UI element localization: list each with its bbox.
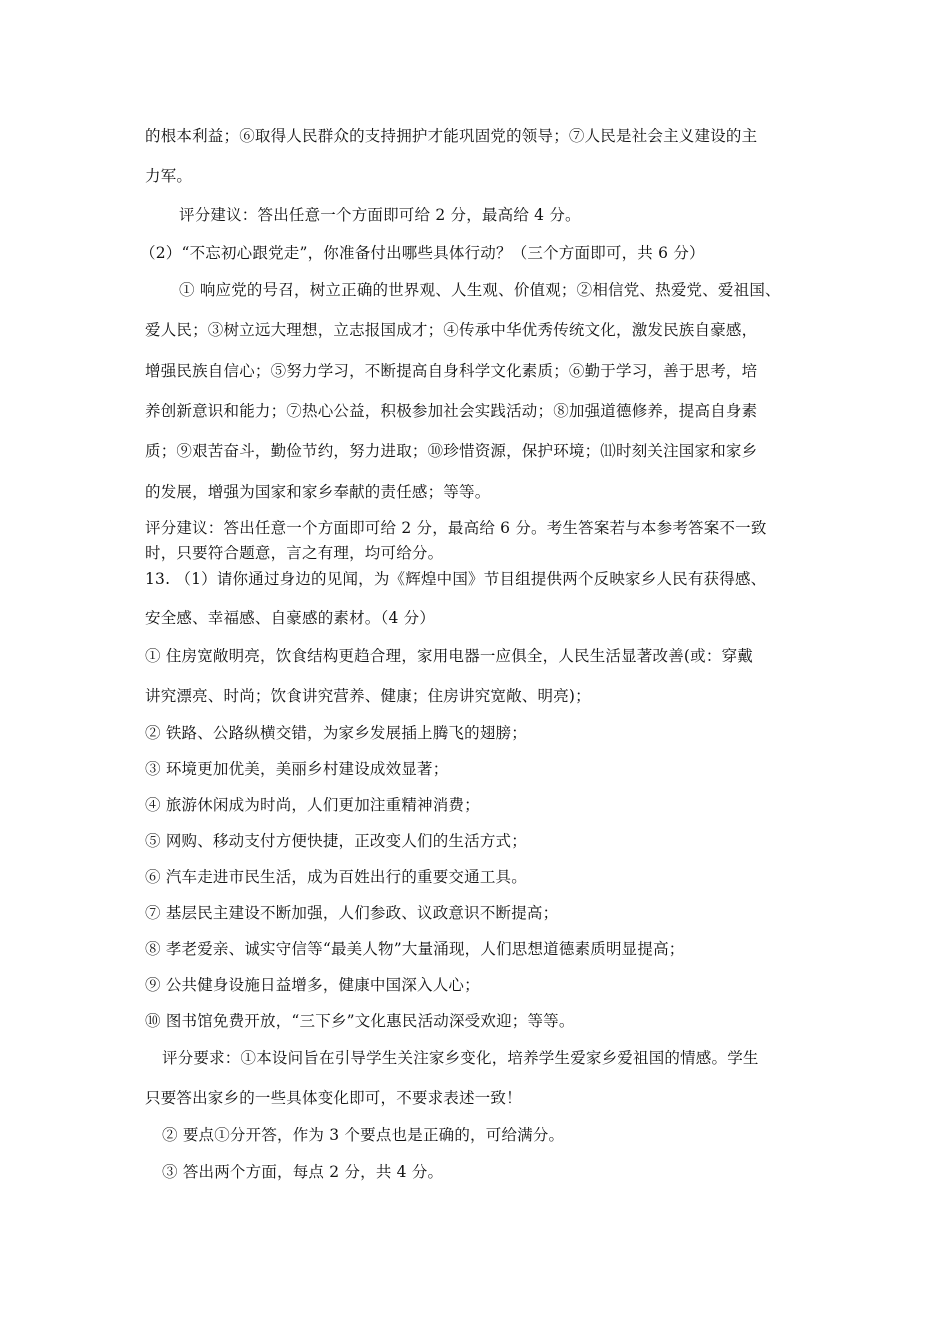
material-item-8: ⑧ 孝老爱亲、诚实守信等“最美人物”大量涌现，人们思想道德素质明显提高； xyxy=(145,940,685,958)
material-item-4: ④ 旅游休闲成为时尚，人们更加注重精神消费； xyxy=(145,796,480,814)
material-item-1: ① 住房宽敞明亮，饮食结构更趋合理，家用电器一应俱全，人民生活显著改善(或：穿戴 xyxy=(145,647,753,665)
answer-line-2: 力军。 xyxy=(145,167,193,185)
scoring-requirement-2: ② 要点①分开答，作为 3 个要点也是正确的，可给满分。 xyxy=(162,1126,565,1144)
answer-2-line-1: ① 响应党的号召，树立正确的世界观、人生观、价值观；②相信党、热爱党、爱祖国、 xyxy=(179,281,781,299)
answer-2-line-3: 增强民族自信心；⑤努力学习，不断提高自身科学文化素质；⑥勤于学习，善于思考，培 xyxy=(145,362,758,380)
answer-line-1: 的根本利益；⑥取得人民群众的支持拥护才能巩固党的领导；⑦人民是社会主义建设的主 xyxy=(145,127,758,145)
answer-2-line-6: 的发展，增强为国家和家乡奉献的责任感；等等。 xyxy=(145,483,491,501)
question-13-heading-cont: 安全感、幸福感、自豪感的素材。（4 分） xyxy=(145,609,436,627)
question-2-heading: （2）“不忘初心跟党走”，你准备付出哪些具体行动？（三个方面即可，共 6 分） xyxy=(140,244,705,262)
scoring-note-2-line-1: 评分建议：答出任意一个方面即可给 2 分，最高给 6 分。考生答案若与本参考答案不一致 xyxy=(145,519,767,537)
material-item-6: ⑥ 汽车走进市民生活，成为百姓出行的重要交通工具。 xyxy=(145,868,527,886)
question-13-heading: 13. （1）请你通过身边的见闻，为《辉煌中国》节目组提供两个反映家乡人民有获得感、 xyxy=(145,570,767,588)
material-item-1-cont: 讲究漂亮、时尚；饮食讲究营养、健康；住房讲究宽敞、明亮)； xyxy=(145,687,591,705)
scoring-note-2-line-2: 时，只要符合题意，言之有理，均可给分。 xyxy=(145,544,444,562)
material-item-7: ⑦ 基层民主建设不断加强，人们参政、议政意识不断提高； xyxy=(145,904,559,922)
scoring-requirement-3: ③ 答出两个方面，每点 2 分，共 4 分。 xyxy=(162,1163,444,1181)
material-item-10: ⑩ 图书馆免费开放，“三下乡”文化惠民活动深受欢迎；等等。 xyxy=(145,1012,575,1030)
scoring-requirement-1: 评分要求：①本设问旨在引导学生关注家乡变化，培养学生爱家乡爱祖国的情感。学生 xyxy=(162,1049,759,1067)
material-item-3: ③ 环境更加优美，美丽乡村建设成效显著； xyxy=(145,760,449,778)
answer-2-line-5: 质；⑨艰苦奋斗，勤俭节约，努力进取；⑩珍惜资源，保护环境；⑾时刻关注国家和家乡 xyxy=(145,442,758,460)
material-item-2: ② 铁路、公路纵横交错，为家乡发展插上腾飞的翅膀； xyxy=(145,724,527,742)
material-item-5: ⑤ 网购、移动支付方便快捷，正改变人们的生活方式； xyxy=(145,832,527,850)
material-item-9: ⑨ 公共健身设施日益增多，健康中国深入人心； xyxy=(145,976,480,994)
scoring-note-1: 评分建议：答出任意一个方面即可给 2 分，最高给 4 分。 xyxy=(179,206,581,224)
scoring-requirement-1-cont: 只要答出家乡的一些具体变化即可，不要求表述一致！ xyxy=(145,1089,522,1107)
answer-2-line-4: 养创新意识和能力；⑦热心公益，积极参加社会实践活动；⑧加强道德修养，提高自身素 xyxy=(145,402,758,420)
answer-2-line-2: 爱人民；③树立远大理想，立志报国成才；④传承中华优秀传统文化，激发民族自豪感， xyxy=(145,321,758,339)
